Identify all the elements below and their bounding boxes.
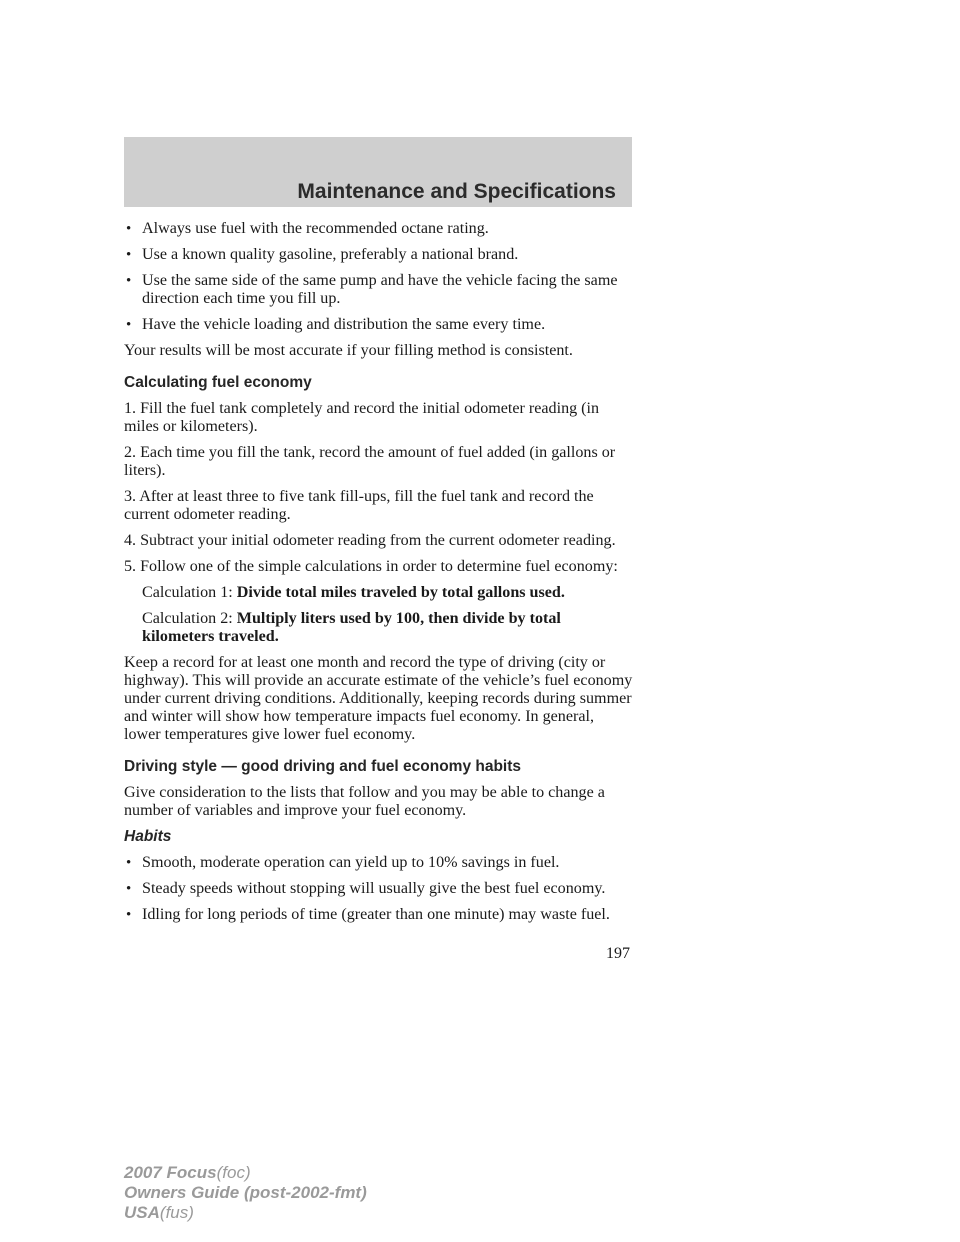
step-4: 4. Subtract your initial odometer reading from the current odometer reading. (124, 532, 616, 549)
list-item: • Steady speeds without stopping will usually give the best fuel economy. (126, 880, 606, 897)
paragraph-record: Keep a record for at least one month and record the type of driving (city or highway). This will provide an accurate estimate of the vehicle’s fuel economy under current driving conditions. Additionally, keeping records during summer and winter will show how temperature impacts fuel economy. In general, lower temperatures give lower fuel economy. (124, 654, 633, 743)
document-footer (124, 1163, 367, 1223)
list-item: • Have the vehicle loading and distribution the same every time. (126, 316, 546, 333)
calculation-1: Calculation 1: Divide total miles traveled by total gallons used. (142, 584, 565, 601)
calculation-2: Calculation 2: Multiply liters used by 100, then divide by total kilometers traveled. (142, 610, 561, 645)
page-content (124, 220, 634, 932)
list-item: • Smooth, moderate operation can yield up to 10% savings in fuel. (126, 854, 560, 871)
step-3: 3. After at least three to five tank fill-ups, fill the fuel tank and record the current odometer reading. (124, 488, 594, 523)
step-2: 2. Each time you fill the tank, record the amount of fuel added (in gallons or liters). (124, 444, 616, 479)
list-item: • Always use fuel with the recommended octane rating. (126, 220, 489, 237)
bullet-icon: • (126, 317, 132, 333)
footer-line-3: USA(fus) (124, 1203, 194, 1222)
step-5: 5. Follow one of the simple calculations in order to determine fuel economy: (124, 558, 618, 575)
list-item: • Use a known quality gasoline, preferably a national brand. (126, 246, 519, 263)
bullet-icon: • (126, 881, 132, 897)
footer-line-1: 2007 Focus(foc) (124, 1163, 251, 1182)
bullet-icon: • (126, 247, 132, 263)
section-header-band (124, 137, 632, 207)
bullet-icon: • (126, 907, 132, 923)
footer-line-2: Owners Guide (post-2002-fmt) (124, 1183, 367, 1202)
paragraph-results: Your results will be most accurate if your filling method is consistent. (124, 342, 573, 359)
list-item: • Use the same side of the same pump and have the vehicle facing the same direction each time you fill up. (126, 272, 618, 307)
list-item: • Idling for long periods of time (greater than one minute) may waste fuel. (126, 906, 610, 923)
bullet-icon: • (126, 273, 132, 289)
step-1: 1. Fill the fuel tank completely and record the initial odometer reading (in miles or kilometers). (124, 400, 600, 435)
page-number: 197 (606, 945, 630, 962)
bullet-icon: • (126, 855, 132, 871)
heading-calculating-fuel-economy: Calculating fuel economy (124, 374, 312, 391)
bullet-icon: • (126, 221, 132, 237)
paragraph-driving-intro: Give consideration to the lists that follow and you may be able to change a number of variables and improve your fuel economy. (124, 784, 605, 819)
subheading-habits: Habits (124, 828, 172, 845)
heading-driving-style: Driving style — good driving and fuel economy habits (124, 758, 522, 775)
section-title: Maintenance and Specifications (297, 180, 616, 203)
